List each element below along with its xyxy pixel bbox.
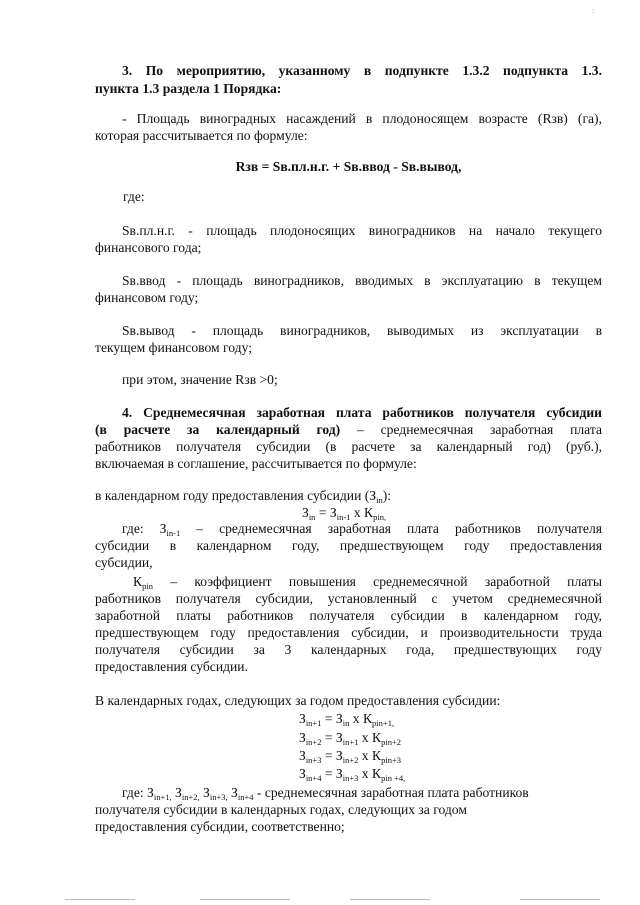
- s3-condition: при этом, значение Rзв >0;: [122, 372, 278, 387]
- w1-s4: in+4: [237, 792, 254, 802]
- year-line: [95, 487, 391, 504]
- w1-p4: З: [227, 785, 238, 800]
- formula-2: [299, 729, 401, 746]
- f-a-sub: in: [308, 512, 316, 522]
- f4-a: З: [299, 766, 306, 781]
- w2-line: получателя субсидии в календарных годах, следующих за годом: [95, 802, 467, 817]
- next-years-line: В календарных годах, следующих за годом предоставления субсидии:: [95, 693, 501, 708]
- f-a: З: [302, 505, 309, 520]
- g1-rest: – среднемесячная заработная плата работников получателя: [180, 521, 603, 536]
- section4-line3: работников получателя субсидии (в расчете за календарный год) (руб.),: [95, 439, 602, 454]
- f2-a-sub: in+2: [305, 737, 322, 747]
- w1-line: [122, 784, 529, 801]
- f-eq: = З: [315, 505, 337, 520]
- section3-title-line2: пункта 1.3 раздела 1 Порядка:: [95, 81, 282, 96]
- k3-line: заработной платы работников получателя субсидии в календарном году,: [95, 608, 602, 623]
- f4-eq: = З: [321, 766, 343, 781]
- year-line-end: ):: [382, 488, 392, 503]
- f3-a: З: [299, 748, 306, 763]
- s3-def3-line2: текущем финансовом году;: [95, 340, 252, 355]
- scan-artifact-line: [65, 899, 135, 900]
- f-x: х К: [350, 505, 374, 520]
- w1-p2: З: [171, 785, 182, 800]
- s3-def2-line1: Sв.ввод - площадь виноградников, вводимых в эксплуатацию в текущем: [122, 273, 602, 288]
- k6-line: предоставления субсидии.: [95, 659, 248, 674]
- f1-a-sub: in+1: [305, 718, 322, 728]
- f1-x: х К: [349, 711, 373, 726]
- section4-line2: [95, 421, 602, 438]
- g1-line: [122, 520, 602, 537]
- f2-x: х К: [358, 730, 382, 745]
- w3-line: предоставления субсидии, соответственно;: [95, 819, 345, 834]
- year-line-text: в календарном году предоставления субсидии (З: [95, 488, 377, 503]
- f-b-sub: in-1: [336, 512, 351, 522]
- f3-b-sub: in+2: [342, 755, 359, 765]
- w1-rest: - среднемесячная заработная плата работников: [253, 785, 529, 800]
- scan-artifact-line: [520, 899, 600, 900]
- f4-b-sub: in+3: [342, 773, 359, 783]
- s3-item-line2: которая рассчитывается по формуле:: [95, 128, 308, 143]
- scan-artifact-line: [200, 899, 290, 900]
- g1-pre: где: З: [122, 521, 167, 536]
- year-line-sub: in: [376, 495, 383, 505]
- g2-line: субсидии в календарном году, предшествующем году предоставления: [95, 538, 602, 553]
- formula-4: [299, 765, 405, 782]
- g1-sub: in-1: [166, 528, 181, 538]
- k4-line: предшествующем году предоставления субсидии, и производительности труда: [95, 625, 602, 640]
- w1-p1: где: З: [122, 785, 154, 800]
- s3-def3-line1: Sв.вывод - площадь виноградников, выводимых из эксплуатации в: [122, 323, 602, 338]
- s3-where: где:: [123, 189, 145, 204]
- f4-a-sub: in+4: [305, 773, 322, 783]
- section4-line2-rest: – среднемесячная заработная плата: [340, 422, 602, 437]
- s3-item-line1: - Площадь виноградных насаждений в плодоносящем возрасте (Rзв) (га),: [122, 111, 602, 126]
- f2-eq: = З: [321, 730, 343, 745]
- k1-rest: – коэффициент повышения среднемесячной заработной платы: [152, 574, 602, 589]
- s3-def1-line1: Sв.пл.н.г. - площадь плодоносящих виноградников на начало текущего: [122, 223, 602, 238]
- s3-formula: Rзв = Sв.пл.н.г. + Sв.ввод - Sв.вывод,: [235, 159, 462, 174]
- w1-s1: in+1,: [153, 792, 172, 802]
- formula-1: [299, 710, 394, 727]
- f-c-sub: pin,: [373, 512, 387, 522]
- s3-def1-line2: финансового года;: [95, 240, 202, 255]
- f2-a: З: [299, 730, 306, 745]
- f1-eq: = З: [321, 711, 343, 726]
- k1-line: [133, 573, 602, 590]
- f1-a: З: [299, 711, 306, 726]
- section4-title-line1: 4. Среднемесячная заработная плата работников получателя субсидии: [122, 405, 602, 420]
- g3-line: субсидии,: [95, 555, 153, 570]
- f1-c-sub: pin+1,: [372, 718, 395, 728]
- scan-artifact-line: [350, 899, 430, 900]
- f4-c-sub: pin +4,: [381, 773, 406, 783]
- w1-p3: З: [199, 785, 210, 800]
- corner-mark: :: [592, 6, 595, 15]
- w1-s3: in+3,: [209, 792, 228, 802]
- f3-x: х К: [358, 748, 382, 763]
- f3-a-sub: in+3: [305, 755, 322, 765]
- formula-main: [302, 504, 386, 521]
- f3-eq: = З: [321, 748, 343, 763]
- f1-b-sub: in: [342, 718, 350, 728]
- section3-title-line1: 3. По мероприятию, указанному в подпункте 1.3.2 подпункта 1.3.: [122, 63, 602, 78]
- k2-line: работников получателя субсидии, установленный с учетом среднемесячной: [95, 591, 602, 606]
- f2-c-sub: pin+2: [381, 737, 401, 747]
- s3-def2-line2: финансовом году;: [95, 290, 199, 305]
- section4-title-bold-part: (в расчете за календарный год): [95, 422, 341, 437]
- k1-sub: pin: [142, 581, 153, 591]
- f3-c-sub: pin+3: [381, 755, 401, 765]
- section4-line4: включаемая в соглашение, рассчитывается по формуле:: [95, 456, 417, 471]
- w1-s2: in+2,: [181, 792, 200, 802]
- k5-line: получателя субсидии за 3 календарных года, предшествующих году: [95, 642, 602, 657]
- f4-x: х К: [358, 766, 382, 781]
- k1-pre: К: [133, 574, 143, 589]
- formula-3: [299, 747, 401, 764]
- f2-b-sub: in+1: [342, 737, 359, 747]
